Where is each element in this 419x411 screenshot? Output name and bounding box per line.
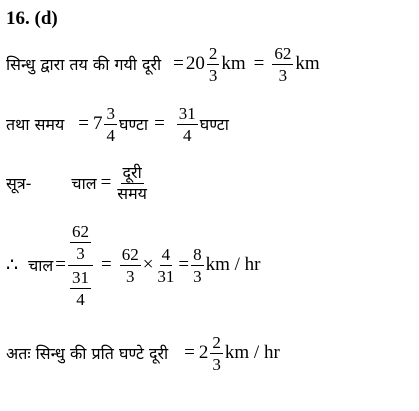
- unit-km: km: [295, 53, 320, 74]
- time-label: तथा समय: [6, 115, 65, 134]
- fraction-numerator: 31: [71, 267, 89, 287]
- multiply-sign: ×: [142, 254, 154, 275]
- distance-line: [6, 38, 320, 90]
- question-number: 16. (d): [6, 8, 58, 29]
- fraction: [155, 246, 176, 285]
- mixed-whole: 20: [185, 53, 205, 74]
- improper-fraction: [272, 45, 293, 84]
- equals-sign: =: [184, 342, 195, 363]
- inner-fraction: [70, 223, 91, 262]
- fraction-numerator: 2: [212, 332, 221, 352]
- speed-word: चाल: [71, 174, 97, 193]
- fraction-denominator: समय: [117, 183, 147, 203]
- question-heading: [6, 8, 58, 30]
- equals-sign: =: [173, 53, 184, 74]
- fraction-numerator: 62: [121, 244, 139, 264]
- fraction-numerator: 8: [193, 244, 202, 264]
- fraction-numerator: 62: [274, 43, 292, 63]
- fraction-numerator: 3: [106, 103, 115, 123]
- unit-speed: km / hr: [205, 254, 261, 275]
- mixed-whole: 7: [92, 113, 103, 134]
- fraction-denominator: 3: [125, 266, 135, 286]
- fraction-denominator: 3: [193, 266, 202, 286]
- conclusion-label: अतः सिन्धु की प्रति घण्टे दूरी: [6, 344, 169, 363]
- distance-label: सिन्धु द्वारा तय की गयी दूरी: [6, 55, 162, 74]
- equals-sign: =: [55, 254, 66, 275]
- equals-sign: =: [100, 172, 112, 193]
- inner-fraction: [70, 269, 91, 308]
- fraction-numerator: 31: [178, 103, 196, 123]
- unit-hours: घण्टा: [118, 115, 149, 134]
- improper-fraction: [177, 105, 198, 144]
- complex-fraction: [68, 223, 93, 308]
- calculation-line: [6, 215, 261, 315]
- formula-fraction: [115, 162, 149, 203]
- speed-word: चाल: [28, 256, 54, 275]
- fraction-numerator: 62: [71, 221, 89, 241]
- fraction-numerator: 2: [208, 43, 218, 63]
- complex-denominator: [68, 266, 93, 308]
- equals-sign: =: [178, 254, 190, 275]
- unit-speed: km / hr: [224, 342, 280, 363]
- fraction-denominator: 4: [106, 125, 115, 145]
- fraction-denominator: 4: [183, 125, 192, 145]
- time-line: [6, 98, 229, 150]
- equals-sign: =: [154, 113, 165, 134]
- fraction-denominator: 31: [157, 266, 175, 286]
- equals-sign: =: [253, 53, 265, 74]
- fraction-denominator: 3: [208, 65, 218, 85]
- fraction-denominator: 4: [76, 289, 85, 309]
- mixed-fraction: [104, 105, 117, 144]
- fraction-numerator: 4: [161, 244, 171, 264]
- formula-line: [6, 155, 151, 211]
- fraction: [120, 246, 141, 285]
- unit-hours: घण्टा: [199, 115, 229, 134]
- fraction-denominator: 3: [76, 243, 85, 263]
- unit-km: km: [221, 53, 246, 74]
- result-fraction: [191, 246, 204, 285]
- equals-sign: =: [100, 254, 112, 275]
- fraction-numerator: दूरी: [122, 162, 142, 182]
- therefore-symbol: ∴: [6, 254, 19, 276]
- fraction-denominator: 3: [212, 354, 221, 374]
- mixed-whole: 2: [198, 342, 209, 363]
- mixed-fraction: [210, 334, 223, 373]
- fraction-denominator: 3: [278, 65, 288, 85]
- equals-sign: =: [78, 113, 89, 134]
- mixed-fraction: [207, 45, 220, 84]
- formula-label: सूत्र-: [6, 174, 32, 193]
- conclusion-line: [6, 325, 280, 381]
- complex-numerator: [68, 223, 93, 266]
